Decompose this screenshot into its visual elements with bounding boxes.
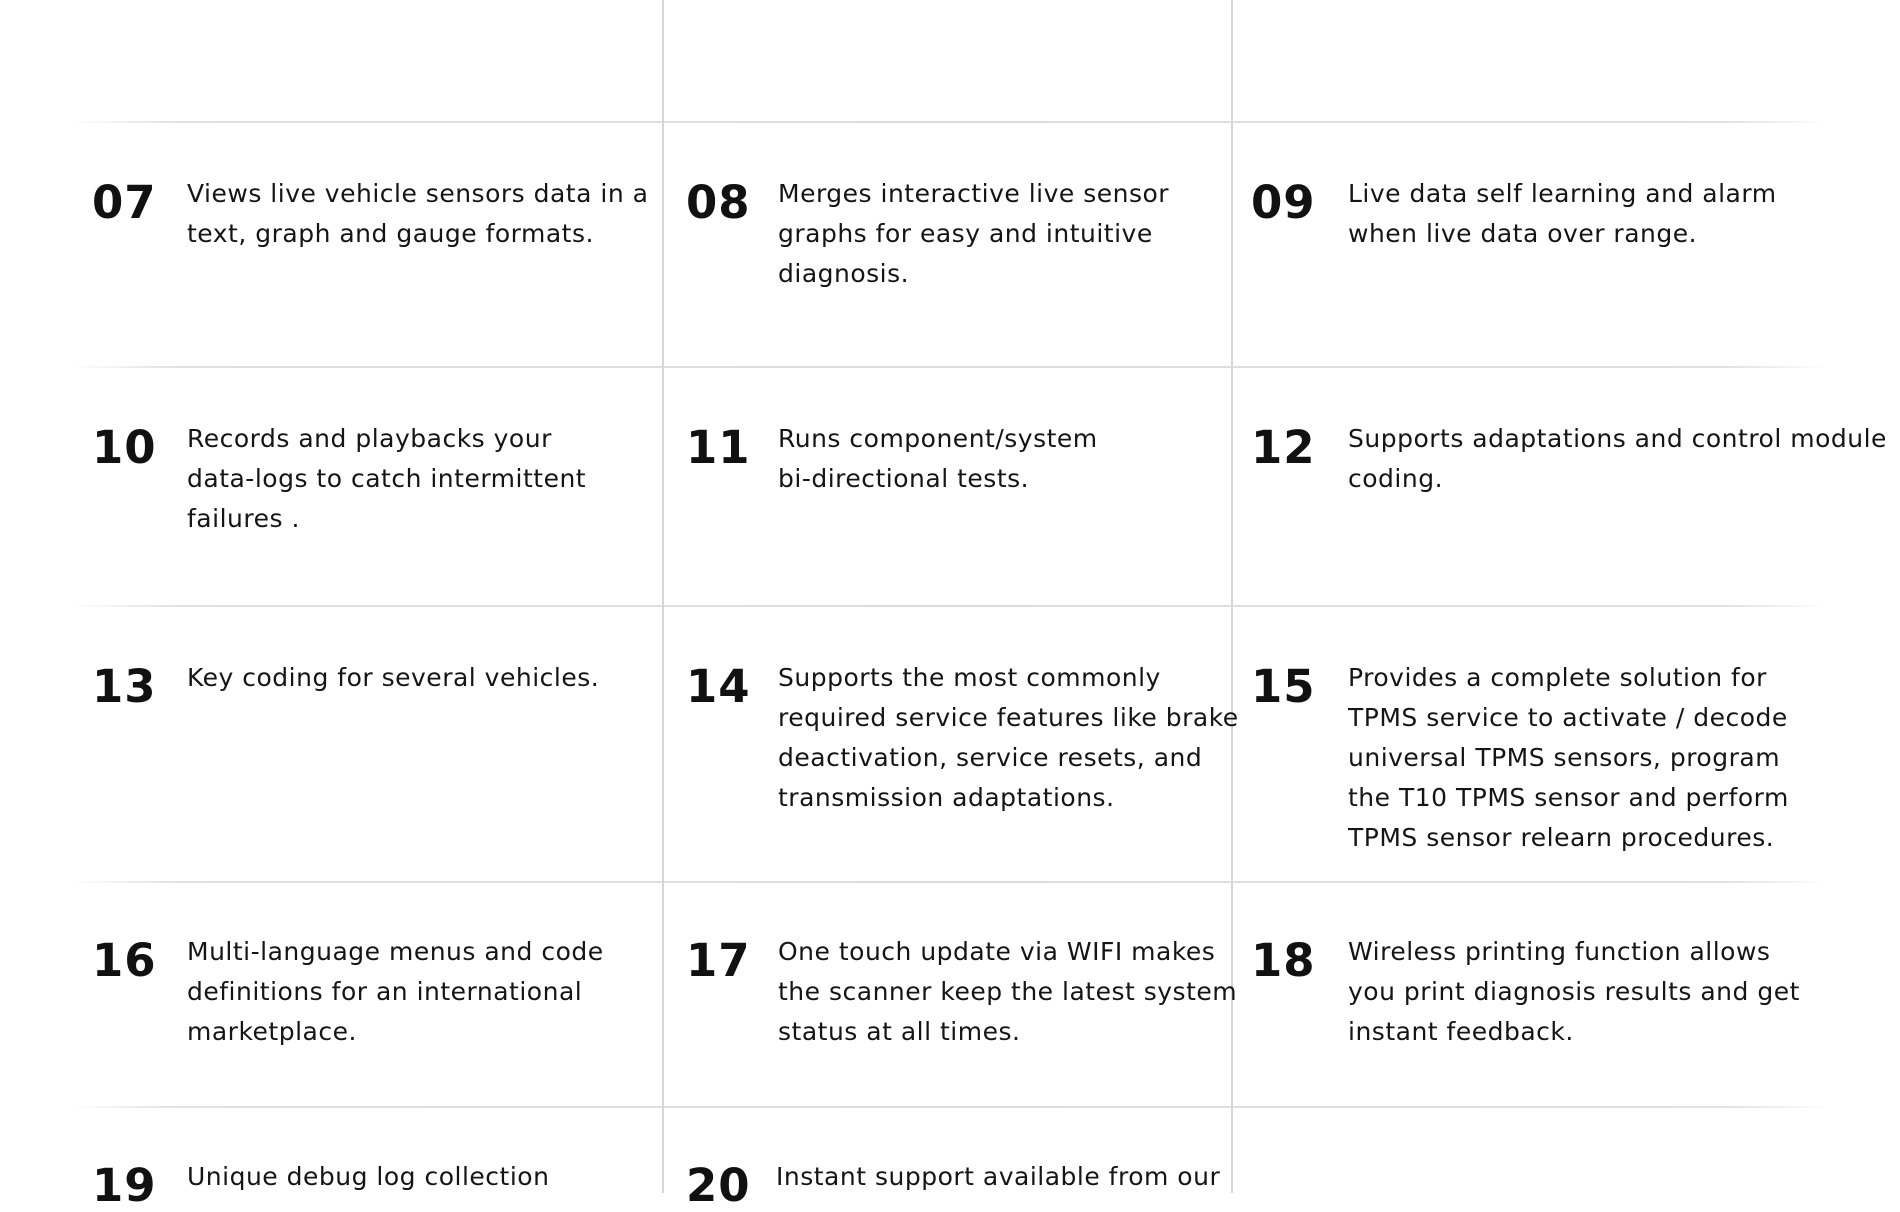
feature-number: 19 xyxy=(92,1159,157,1212)
feature-number: 18 xyxy=(1251,934,1316,987)
feature-number: 10 xyxy=(92,421,157,474)
feature-description: Views live vehicle sensors data in a text, graph and gauge formats. xyxy=(187,179,649,248)
feature-description: Runs component/system bi-directional tests. xyxy=(778,424,1098,493)
feature-description: Supports the most commonly required service features like brake deactivation, service resets, and transmission adaptations. xyxy=(778,663,1239,812)
feature-number: 07 xyxy=(92,176,157,229)
feature-description: Wireless printing function allows you print diagnosis results and get instant feedback. xyxy=(1348,937,1800,1046)
feature-number: 16 xyxy=(92,934,157,987)
feature-number: 13 xyxy=(92,660,157,713)
row-divider xyxy=(70,1106,1830,1108)
row-divider xyxy=(70,366,1830,368)
feature-description: Multi-language menus and code definitions for an international marketplace. xyxy=(187,937,604,1046)
feature-number: 12 xyxy=(1251,421,1316,474)
feature-description: Provides a complete solution for TPMS service to activate / decode universal TPMS sensors, program the T10 TPMS sensor and perform TPMS sensor relearn procedures. xyxy=(1348,663,1789,852)
row-divider xyxy=(70,605,1830,607)
feature-number: 08 xyxy=(686,176,751,229)
feature-description: Merges interactive live sensor graphs for easy and intuitive diagnosis. xyxy=(778,179,1170,288)
feature-description: Supports adaptations and control module coding. xyxy=(1348,424,1887,493)
feature-number: 11 xyxy=(686,421,751,474)
feature-number: 14 xyxy=(686,660,751,713)
row-divider xyxy=(70,121,1830,123)
feature-description: One touch update via WIFI makes the scanner keep the latest system status at all times. xyxy=(778,937,1238,1046)
feature-description: Key coding for several vehicles. xyxy=(187,663,600,692)
feature-description: Unique debug log collection xyxy=(187,1162,550,1191)
feature-number: 15 xyxy=(1251,660,1316,713)
feature-number: 20 xyxy=(686,1159,751,1212)
feature-description: Records and playbacks your data-logs to catch intermittent failures . xyxy=(187,424,587,533)
feature-number: 17 xyxy=(686,934,751,987)
feature-description: Instant support available from our xyxy=(776,1162,1221,1191)
row-divider xyxy=(70,881,1830,883)
feature-description: Live data self learning and alarm when live data over range. xyxy=(1348,179,1777,248)
feature-number: 09 xyxy=(1251,176,1316,229)
